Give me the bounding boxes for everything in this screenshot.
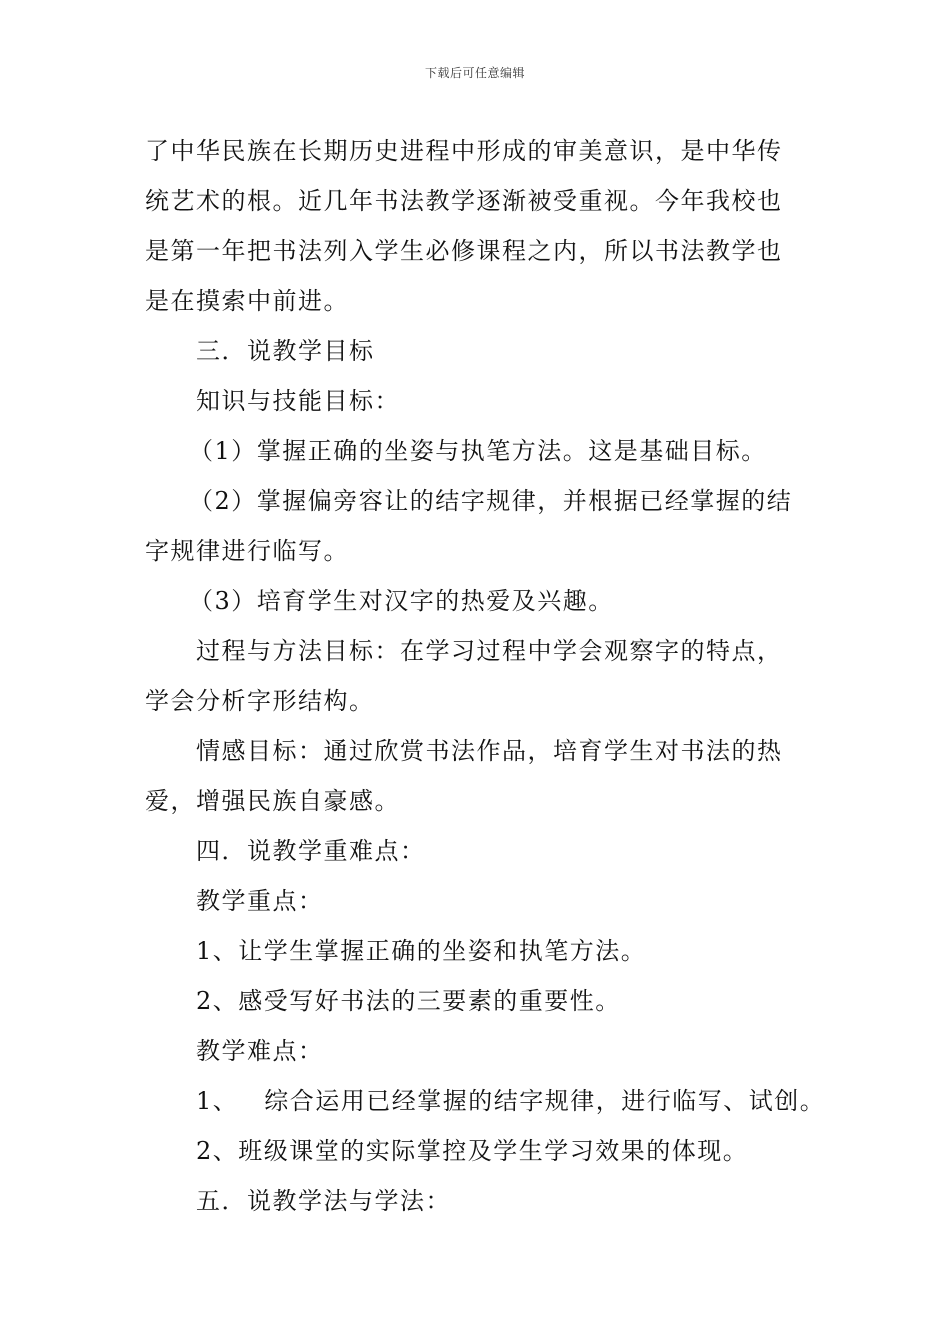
key-point-1: 1、让学生掌握正确的坐姿和执笔方法。 [196,937,647,965]
difficulty-2: 2、班级课堂的实际掌控及学生学习效果的体现。 [196,1137,749,1165]
goal-item-2: （2）掌握偏旁容让的结字规律，并根据已经掌握的结 [189,487,793,515]
difficulty-1-text: 综合运用已经掌握的结字规律，进行临写、试创。 [264,1087,826,1115]
paragraph-line: 字规律进行临写。 [145,537,349,565]
paragraph-line: 爱，增强民族自豪感。 [145,787,400,815]
subheading-knowledge-goals: 知识与技能目标： [196,387,400,415]
paragraph-line: 是在摸索中前进。 [145,287,349,315]
page-header: 下载后可任意编辑 [424,66,525,80]
key-point-2: 2、感受写好书法的三要素的重要性。 [196,987,621,1015]
subheading-key-points: 教学重点： [196,887,324,915]
paragraph-line: 是第一年把书法列入学生必修课程之内，所以书法教学也 [145,237,783,265]
difficulty-1 [145,1076,826,1126]
paragraph-line: 统艺术的根。近几年书法教学逐渐被受重视。今年我校也 [145,187,783,215]
process-goals: 过程与方法目标：在学习过程中学会观察字的特点， [196,637,783,665]
section-heading-4: 四．说教学重难点： [196,837,426,865]
goal-item-3: （3）培育学生对汉字的热爱及兴趣。 [189,587,614,615]
difficulty-1-number: 1、 [196,1087,239,1115]
paragraph-line: 学会分析字形结构。 [145,687,375,715]
subheading-difficulties: 教学难点： [196,1037,324,1065]
goal-item-1: （1）掌握正确的坐姿与执笔方法。这是基础目标。 [189,437,767,465]
emotion-goals: 情感目标：通过欣赏书法作品，培育学生对书法的热 [196,737,783,765]
section-heading-5: 五．说教学法与学法： [196,1187,451,1215]
section-heading-3: 三．说教学目标 [196,337,375,365]
document-body [145,126,826,1226]
paragraph-line: 了中华民族在长期历史进程中形成的审美意识，是中华传 [145,137,783,165]
